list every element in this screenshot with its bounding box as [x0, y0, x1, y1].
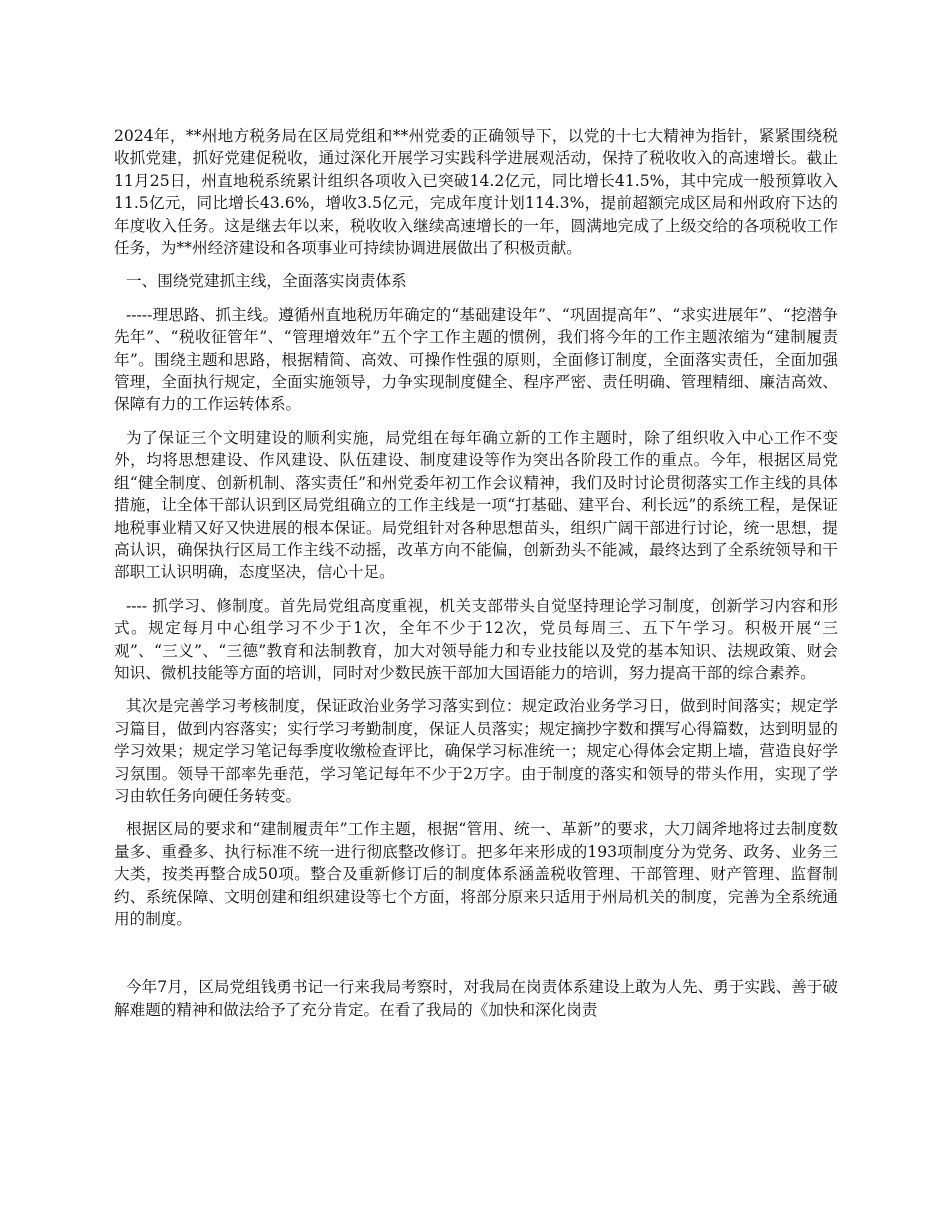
paragraph-inspection: 今年7月，区局党组钱勇书记一行来我局考察时，对我局在岗责体系建设上敢为人先、勇于实践、善于破解难题的精神和做法给予了充分肯定。在看了我局的《加快和深化岗责 — [114, 978, 838, 1019]
document-body — [114, 125, 838, 1032]
paragraph-three-civilizations: 为了保证三个文明建设的顺利实施，局党组在每年确立新的工作主题时，除了组织收入中心工作不变外，均将思想建设、作风建设、队伍建设、制度建设等作为突出各阶段工作的重点。今年，根据区局党组“健全制度、创新机制、落实责任”和州党委年初工作会议精神，我们及时讨论贯彻落实工作主线的具体措施，让全体干部认识到区局党组确立的工作主线是一项“打基础、建平台、利长远”的系统工程，是保证地税事业精又好又快进展的根本保证。局党组针对各种思想苗头，组织广阔干部进行讨论，统一思想，提高认识，确保执行区局工作主线不动摇，改革方向不能偏，创新劲头不能减，最终达到了全系统领导和干部职工认识明确，态度坚决，信心十足。 — [114, 428, 838, 582]
paragraph-intro: 2024年，**州地方税务局在区局党组和**州党委的正确领导下，以党的十七大精神为指针，紧紧围绕税收抓党建，抓好党建促税收，通过深化开展学习实践科学进展观活动，保持了税收收入的高速增长。截止11月25日，州直地税系统累计组织各项收入已突破14.2亿元，同比增长41.5%，其中完成一般预算收入11.5亿元，同比增长43.6%，增收3.5亿元，完成年度计划114.3%，提前超额完成区局和州政府下达的年度收入任务。这是继去年以来，税收收入继续高速增长的一年，圆满地完成了上级交给的各项税收工作任务，为**州经济建设和各项事业可持续协调进展做出了积极贡献。 — [114, 127, 838, 258]
paragraph-gap — [114, 941, 838, 976]
paragraph-system-revision: 根据区局的要求和“建制履责年”工作主题，根据“管用、统一、革新”的要求，大刀阔斧地将过去制度数量多、重叠多、执行标准不统一进行彻底整改修订。把多年来形成的193项制度分为党务、政务、业务三大类，按类再整合成50项。整合及重新修订后的制度体系涵盖税收管理、干部管理、财产管理、监督制约、系统保障、文明创建和组织建设等七个方面，将部分原来只适用于州局机关的制度，完善为全系统通用的制度。 — [114, 820, 838, 928]
section-heading: 一、围绕党建抓主线，全面落实岗责体系 — [126, 272, 407, 291]
paragraph-study-assessment: 其次是完善学习考核制度，保证政治业务学习落实到位：规定政治业务学习日，做到时间落实；规定学习篇目，做到内容落实；实行学习考勤制度，保证人员落实；规定摘抄字数和撰写心得篇数，达到明显的学习效果；规定学习笔记每季度收缴检查评比，确保学习标准统一；规定心得体会定期上墙，营造良好学习氛围。领导干部率先垂范，学习笔记每年不少于2万字。由于制度的落实和领导的带头作用，实现了学习由软任务向硬任务转变。 — [114, 697, 838, 805]
paragraph-main-line: -----理思路、抓主线。遵循州直地税历年确定的“基础建设年”、“巩固提高年”、“求实进展年”、“挖潜争先年”、“税收征管年”、“管理增效年”五个字工作主题的惯例，我们将今年的工作主题浓缩为“建制履责年”。围绕主题和思路，根据精简、高效、可操作性强的原则，全面修订制度，全面落实责任，全面加强管理，全面执行规定，全面实施领导，力争实现制度健全、程序严密、责任明确、管理精细、廉洁高效、保障有力的工作运转体系。 — [114, 305, 838, 414]
paragraph-study-system: ---- 抓学习、修制度。首先局党组高度重视，机关支部带头自觉坚持理论学习制度，创新学习内容和形式。规定每月中心组学习不少于1次，全年不少于12次，党员每周三、五下午学习。积极开展“三观”、“三义”、“三德”教育和法制教育，加大对领导能力和专业技能以及党的基本知识、法规政策、财会知识、微机技能等方面的培训，同时对少数民族干部加大国语能力的培训，努力提高干部的综合素养。 — [114, 596, 838, 682]
